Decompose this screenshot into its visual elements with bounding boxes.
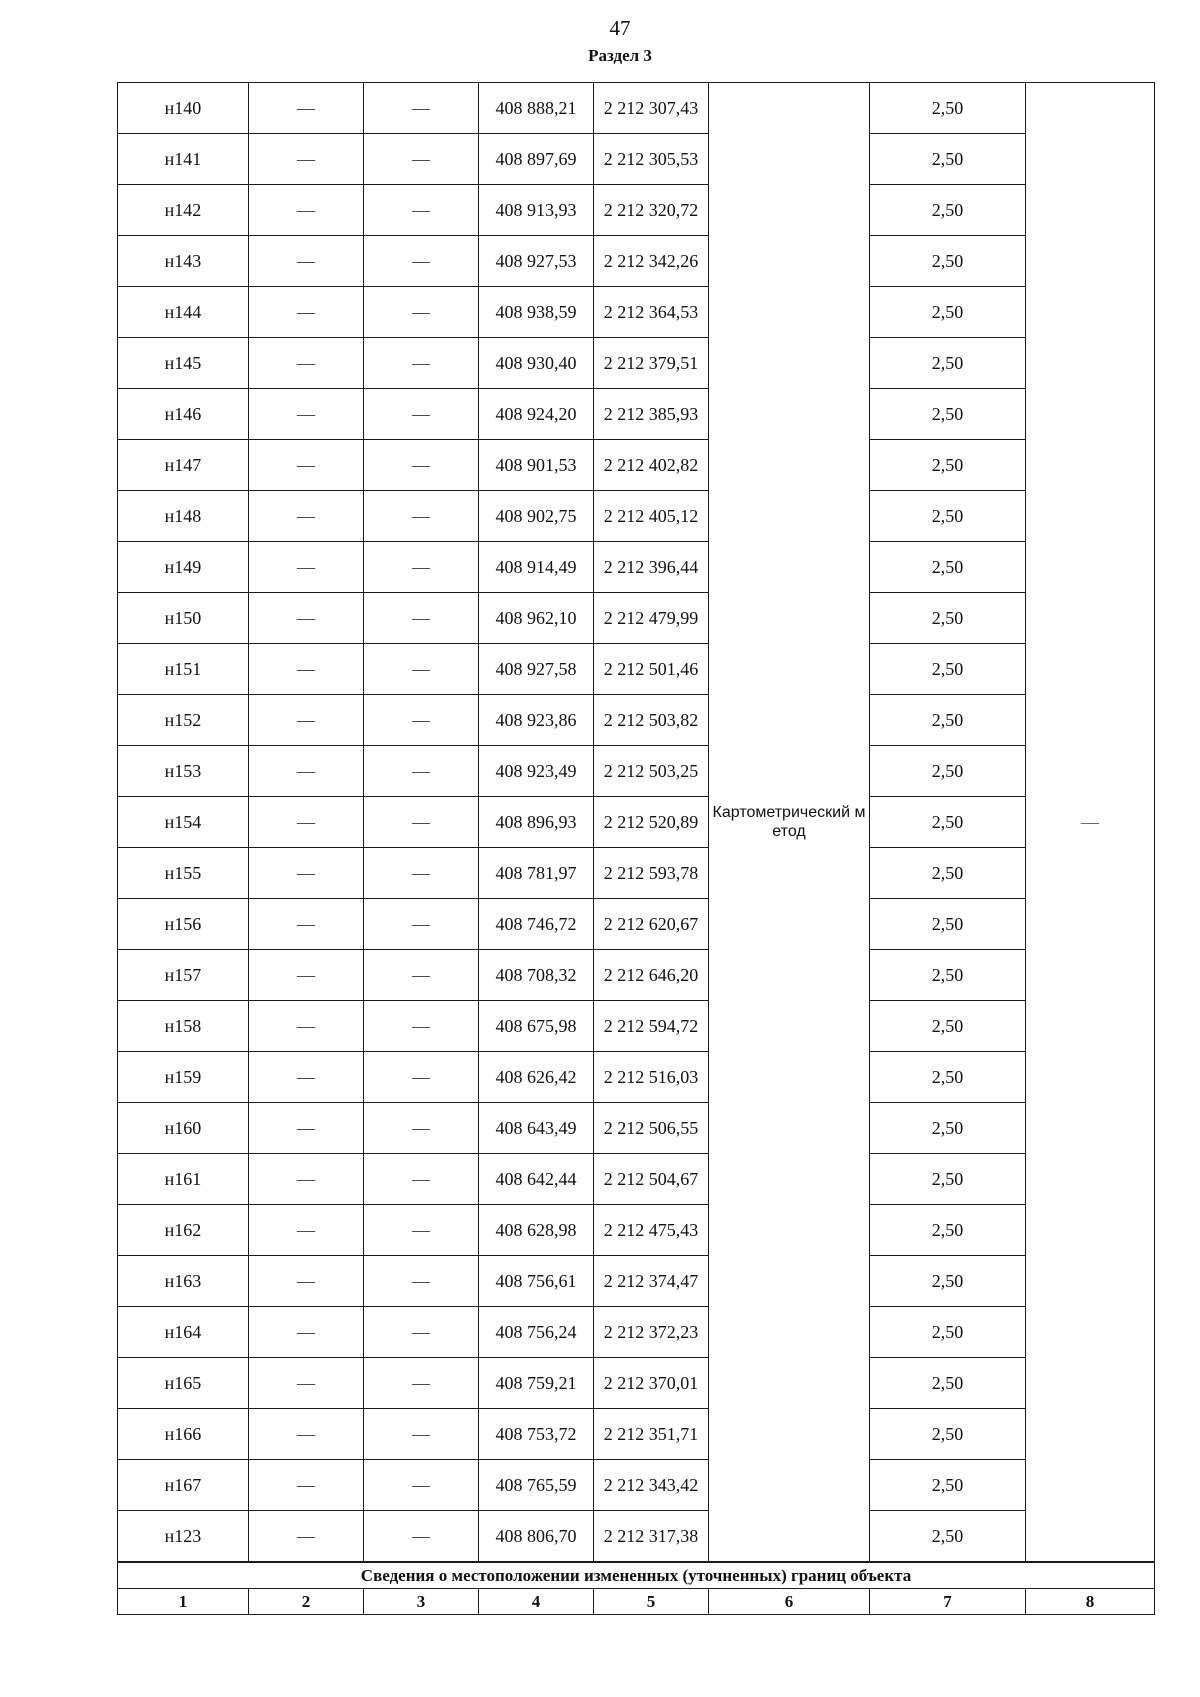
table-row (118, 950, 1155, 1001)
accuracy-cell: 2,50 (870, 287, 1026, 338)
column-3-cell: — (364, 899, 479, 950)
point-name-cell: н147 (118, 440, 249, 491)
accuracy-cell: 2,50 (870, 1460, 1026, 1511)
point-name-cell: н149 (118, 542, 249, 593)
column-2-cell: — (249, 797, 364, 848)
accuracy-cell: 2,50 (870, 83, 1026, 134)
table-row (118, 644, 1155, 695)
x-coordinate-cell: 408 759,21 (479, 1358, 594, 1409)
column-3-cell: — (364, 185, 479, 236)
accuracy-cell: 2,50 (870, 644, 1026, 695)
column-number-row (118, 1589, 1155, 1615)
point-name-cell: н142 (118, 185, 249, 236)
column-2-cell: — (249, 1460, 364, 1511)
page-number: 47 (609, 16, 631, 40)
column-3-cell: — (364, 389, 479, 440)
x-coordinate-cell: 408 888,21 (479, 83, 594, 134)
column-2-cell: — (249, 1001, 364, 1052)
column-number-cell: 2 (249, 1589, 364, 1615)
column-3-cell: — (364, 950, 479, 1001)
point-name-cell: н153 (118, 746, 249, 797)
accuracy-cell: 2,50 (870, 899, 1026, 950)
point-name-cell: н167 (118, 1460, 249, 1511)
x-coordinate-cell: 408 938,59 (479, 287, 594, 338)
column-2-cell: — (249, 491, 364, 542)
column-2-cell: — (249, 848, 364, 899)
column-number-cell: 1 (118, 1589, 249, 1615)
y-coordinate-cell: 2 212 506,55 (594, 1103, 709, 1154)
x-coordinate-cell: 408 901,53 (479, 440, 594, 491)
point-name-cell: н145 (118, 338, 249, 389)
point-name-cell: н152 (118, 695, 249, 746)
point-name-cell: н156 (118, 899, 249, 950)
point-name-cell: н154 (118, 797, 249, 848)
y-coordinate-cell: 2 212 374,47 (594, 1256, 709, 1307)
accuracy-cell: 2,50 (870, 1154, 1026, 1205)
x-coordinate-cell: 408 708,32 (479, 950, 594, 1001)
accuracy-cell: 2,50 (870, 1511, 1026, 1563)
accuracy-cell: 2,50 (870, 1409, 1026, 1460)
column-3-cell: — (364, 1460, 479, 1511)
y-coordinate-cell: 2 212 351,71 (594, 1409, 709, 1460)
table-row (118, 542, 1155, 593)
accuracy-cell: 2,50 (870, 389, 1026, 440)
column-3-cell: — (364, 746, 479, 797)
point-name-cell: н144 (118, 287, 249, 338)
x-coordinate-cell: 408 927,53 (479, 236, 594, 287)
column-number-cell: 8 (1026, 1589, 1155, 1615)
subsection-caption: Сведения о местоположении измененных (уточненных) границ объекта (118, 1562, 1155, 1589)
column-3-cell: — (364, 83, 479, 134)
column-3-cell: — (364, 1307, 479, 1358)
point-name-cell: н161 (118, 1154, 249, 1205)
y-coordinate-cell: 2 212 307,43 (594, 83, 709, 134)
point-name-cell: н155 (118, 848, 249, 899)
table-row (118, 338, 1155, 389)
x-coordinate-cell: 408 765,59 (479, 1460, 594, 1511)
y-coordinate-cell: 2 212 479,99 (594, 593, 709, 644)
x-coordinate-cell: 408 675,98 (479, 1001, 594, 1052)
y-coordinate-cell: 2 212 475,43 (594, 1205, 709, 1256)
table-row (118, 1307, 1155, 1358)
x-coordinate-cell: 408 923,49 (479, 746, 594, 797)
table-row (118, 287, 1155, 338)
column-3-cell: — (364, 593, 479, 644)
accuracy-cell: 2,50 (870, 1307, 1026, 1358)
accuracy-cell: 2,50 (870, 542, 1026, 593)
table-row (118, 185, 1155, 236)
y-coordinate-cell: 2 212 317,38 (594, 1511, 709, 1563)
accuracy-cell: 2,50 (870, 1001, 1026, 1052)
table-row (118, 1358, 1155, 1409)
column-2-cell: — (249, 338, 364, 389)
point-name-cell: н151 (118, 644, 249, 695)
table-row (118, 797, 1155, 848)
x-coordinate-cell: 408 927,58 (479, 644, 594, 695)
y-coordinate-cell: 2 212 343,42 (594, 1460, 709, 1511)
x-coordinate-cell: 408 923,86 (479, 695, 594, 746)
accuracy-cell: 2,50 (870, 1358, 1026, 1409)
column-number-cell: 5 (594, 1589, 709, 1615)
table-row (118, 1001, 1155, 1052)
table-row (118, 1409, 1155, 1460)
column-2-cell: — (249, 695, 364, 746)
column-2-cell: — (249, 1256, 364, 1307)
y-coordinate-cell: 2 212 501,46 (594, 644, 709, 695)
y-coordinate-cell: 2 212 402,82 (594, 440, 709, 491)
coordinates-table (117, 82, 1155, 1615)
method-cell: Картометрический метод (709, 83, 870, 1563)
x-coordinate-cell: 408 756,61 (479, 1256, 594, 1307)
column-3-cell: — (364, 287, 479, 338)
y-coordinate-cell: 2 212 364,53 (594, 287, 709, 338)
column-3-cell: — (364, 1001, 479, 1052)
subsection-caption-row (118, 1562, 1155, 1589)
accuracy-cell: 2,50 (870, 440, 1026, 491)
column-2-cell: — (249, 1154, 364, 1205)
column-2-cell: — (249, 1409, 364, 1460)
column-3-cell: — (364, 1358, 479, 1409)
x-coordinate-cell: 408 962,10 (479, 593, 594, 644)
y-coordinate-cell: 2 212 342,26 (594, 236, 709, 287)
table-row (118, 1256, 1155, 1307)
y-coordinate-cell: 2 212 370,01 (594, 1358, 709, 1409)
column-2-cell: — (249, 1358, 364, 1409)
table-row (118, 746, 1155, 797)
column-2-cell: — (249, 440, 364, 491)
table-row (118, 1154, 1155, 1205)
accuracy-cell: 2,50 (870, 338, 1026, 389)
y-coordinate-cell: 2 212 405,12 (594, 491, 709, 542)
column-3-cell: — (364, 542, 479, 593)
table-row (118, 899, 1155, 950)
accuracy-cell: 2,50 (870, 950, 1026, 1001)
accuracy-cell: 2,50 (870, 593, 1026, 644)
point-name-cell: н143 (118, 236, 249, 287)
column-number-cell: 4 (479, 1589, 594, 1615)
accuracy-cell: 2,50 (870, 797, 1026, 848)
y-coordinate-cell: 2 212 385,93 (594, 389, 709, 440)
y-coordinate-cell: 2 212 379,51 (594, 338, 709, 389)
y-coordinate-cell: 2 212 516,03 (594, 1052, 709, 1103)
y-coordinate-cell: 2 212 305,53 (594, 134, 709, 185)
y-coordinate-cell: 2 212 594,72 (594, 1001, 709, 1052)
point-name-cell: н150 (118, 593, 249, 644)
accuracy-cell: 2,50 (870, 1256, 1026, 1307)
x-coordinate-cell: 408 806,70 (479, 1511, 594, 1563)
column-2-cell: — (249, 1511, 364, 1563)
x-coordinate-cell: 408 753,72 (479, 1409, 594, 1460)
column-2-cell: — (249, 1103, 364, 1154)
column-3-cell: — (364, 848, 479, 899)
table-row (118, 593, 1155, 644)
x-coordinate-cell: 408 930,40 (479, 338, 594, 389)
column-2-cell: — (249, 1052, 364, 1103)
point-name-cell: н158 (118, 1001, 249, 1052)
table-row (118, 83, 1155, 134)
x-coordinate-cell: 408 746,72 (479, 899, 594, 950)
column-2-cell: — (249, 287, 364, 338)
column-3-cell: — (364, 1511, 479, 1563)
column-2-cell: — (249, 644, 364, 695)
point-name-cell: н163 (118, 1256, 249, 1307)
point-name-cell: н165 (118, 1358, 249, 1409)
y-coordinate-cell: 2 212 503,25 (594, 746, 709, 797)
table-row (118, 491, 1155, 542)
table-row (118, 1103, 1155, 1154)
column-3-cell: — (364, 1154, 479, 1205)
point-name-cell: н123 (118, 1511, 249, 1563)
accuracy-cell: 2,50 (870, 185, 1026, 236)
column-3-cell: — (364, 338, 479, 389)
column-number-cell: 7 (870, 1589, 1026, 1615)
point-name-cell: н148 (118, 491, 249, 542)
point-name-cell: н141 (118, 134, 249, 185)
point-name-cell: н164 (118, 1307, 249, 1358)
point-name-cell: н159 (118, 1052, 249, 1103)
table-row (118, 389, 1155, 440)
accuracy-cell: 2,50 (870, 134, 1026, 185)
x-coordinate-cell: 408 756,24 (479, 1307, 594, 1358)
column-2-cell: — (249, 83, 364, 134)
point-name-cell: н160 (118, 1103, 249, 1154)
accuracy-cell: 2,50 (870, 491, 1026, 542)
table-body (118, 83, 1155, 1615)
accuracy-cell: 2,50 (870, 746, 1026, 797)
column-2-cell: — (249, 134, 364, 185)
accuracy-cell: 2,50 (870, 1205, 1026, 1256)
y-coordinate-cell: 2 212 503,82 (594, 695, 709, 746)
x-coordinate-cell: 408 781,97 (479, 848, 594, 899)
point-name-cell: н140 (118, 83, 249, 134)
y-coordinate-cell: 2 212 593,78 (594, 848, 709, 899)
y-coordinate-cell: 2 212 620,67 (594, 899, 709, 950)
column-2-cell: — (249, 950, 364, 1001)
point-name-cell: н162 (118, 1205, 249, 1256)
x-coordinate-cell: 408 902,75 (479, 491, 594, 542)
y-coordinate-cell: 2 212 504,67 (594, 1154, 709, 1205)
table-row (118, 1205, 1155, 1256)
column-3-cell: — (364, 1052, 479, 1103)
column-number-cell: 3 (364, 1589, 479, 1615)
column-2-cell: — (249, 1205, 364, 1256)
x-coordinate-cell: 408 643,49 (479, 1103, 594, 1154)
table-row (118, 1511, 1155, 1563)
table-row (118, 848, 1155, 899)
x-coordinate-cell: 408 914,49 (479, 542, 594, 593)
column-3-cell: — (364, 491, 479, 542)
column-2-cell: — (249, 593, 364, 644)
table-row (118, 236, 1155, 287)
column-3-cell: — (364, 236, 479, 287)
x-coordinate-cell: 408 896,93 (479, 797, 594, 848)
accuracy-cell: 2,50 (870, 848, 1026, 899)
table-row (118, 440, 1155, 491)
column-2-cell: — (249, 389, 364, 440)
column-2-cell: — (249, 185, 364, 236)
column-3-cell: — (364, 695, 479, 746)
point-name-cell: н166 (118, 1409, 249, 1460)
table-row (118, 1460, 1155, 1511)
x-coordinate-cell: 408 642,44 (479, 1154, 594, 1205)
point-name-cell: н157 (118, 950, 249, 1001)
column-2-cell: — (249, 746, 364, 797)
x-coordinate-cell: 408 913,93 (479, 185, 594, 236)
column-8-cell: — (1026, 83, 1155, 1563)
table-row (118, 695, 1155, 746)
y-coordinate-cell: 2 212 396,44 (594, 542, 709, 593)
x-coordinate-cell: 408 924,20 (479, 389, 594, 440)
column-3-cell: — (364, 440, 479, 491)
y-coordinate-cell: 2 212 646,20 (594, 950, 709, 1001)
column-2-cell: — (249, 236, 364, 287)
accuracy-cell: 2,50 (870, 695, 1026, 746)
accuracy-cell: 2,50 (870, 236, 1026, 287)
column-3-cell: — (364, 644, 479, 695)
section-title: Раздел 3 (588, 46, 652, 65)
column-number-cell: 6 (709, 1589, 870, 1615)
y-coordinate-cell: 2 212 320,72 (594, 185, 709, 236)
column-2-cell: — (249, 899, 364, 950)
column-3-cell: — (364, 797, 479, 848)
x-coordinate-cell: 408 628,98 (479, 1205, 594, 1256)
y-coordinate-cell: 2 212 372,23 (594, 1307, 709, 1358)
point-name-cell: н146 (118, 389, 249, 440)
column-3-cell: — (364, 1409, 479, 1460)
column-2-cell: — (249, 1307, 364, 1358)
table-row (118, 134, 1155, 185)
table-row (118, 1052, 1155, 1103)
column-3-cell: — (364, 1103, 479, 1154)
accuracy-cell: 2,50 (870, 1052, 1026, 1103)
y-coordinate-cell: 2 212 520,89 (594, 797, 709, 848)
x-coordinate-cell: 408 626,42 (479, 1052, 594, 1103)
accuracy-cell: 2,50 (870, 1103, 1026, 1154)
column-3-cell: — (364, 1256, 479, 1307)
column-3-cell: — (364, 1205, 479, 1256)
x-coordinate-cell: 408 897,69 (479, 134, 594, 185)
column-2-cell: — (249, 542, 364, 593)
column-3-cell: — (364, 134, 479, 185)
